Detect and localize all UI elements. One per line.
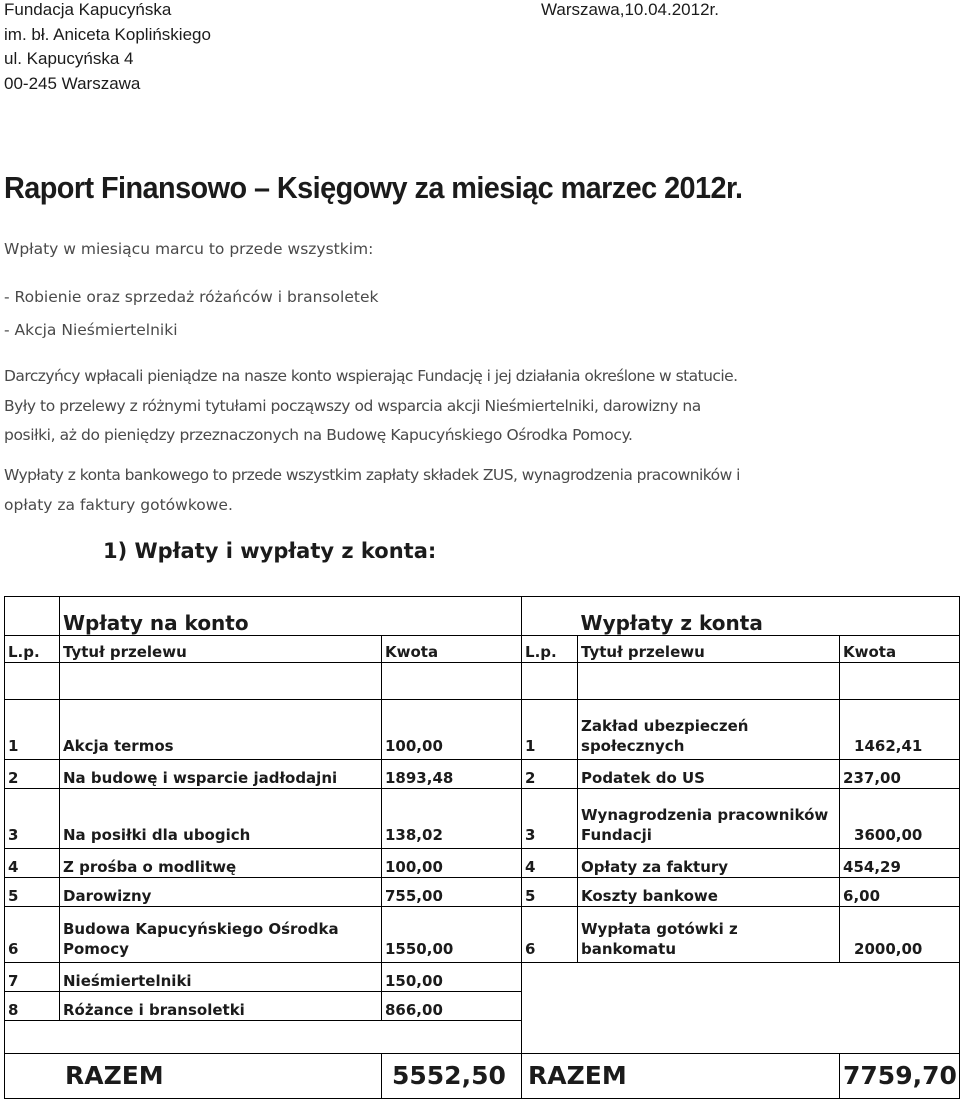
organization-street: ul. Kapucyńska 4 xyxy=(4,49,134,68)
row-lp-out: 6 xyxy=(522,907,578,963)
row-lp-in: 6 xyxy=(5,907,60,963)
paragraph-2-line-2: opłaty za faktury gotówkowe. xyxy=(4,496,233,514)
table-spacer-row xyxy=(5,1021,960,1054)
column-title-out: Tytuł przelewu xyxy=(578,636,840,663)
row-title-in: Darowizny xyxy=(60,878,382,907)
table-row xyxy=(5,789,960,849)
row-lp-out xyxy=(522,963,578,992)
row-lp-out: 3 xyxy=(522,789,578,849)
row-lp-in: 1 xyxy=(5,700,60,760)
table-column-header xyxy=(5,636,960,663)
row-title-in: Budowa Kapucyńskiego Ośrodka Pomocy xyxy=(60,907,382,963)
row-amount-in: 1550,00 xyxy=(382,907,522,963)
column-lp-out: L.p. xyxy=(522,636,578,663)
row-lp-in: 7 xyxy=(5,963,60,992)
row-amount-in: 100,00 xyxy=(382,849,522,878)
row-lp-out: 5 xyxy=(522,878,578,907)
row-title-out: Podatek do US xyxy=(578,760,840,789)
organization-name: Fundacja Kapucyńska xyxy=(4,0,172,19)
table-row xyxy=(5,878,960,907)
row-amount-out: 454,29 xyxy=(840,849,960,878)
row-title-out: Opłaty za faktury xyxy=(578,849,840,878)
intro-line: Wpłaty w miesiącu marcu to przede wszystkim: xyxy=(4,240,374,258)
row-title-out: Wypłata gotówki z bankomatu xyxy=(578,907,840,963)
column-amount-out: Kwota xyxy=(840,636,960,663)
table-row xyxy=(5,849,960,878)
total-amount-in: 5552,50 xyxy=(382,1054,522,1099)
row-amount-out: 6,00 xyxy=(840,878,960,907)
row-lp-out xyxy=(522,992,578,1021)
total-label-in: RAZEM xyxy=(5,1054,382,1099)
row-amount-out: 237,00 xyxy=(840,760,960,789)
table-group-header xyxy=(5,597,960,636)
table-row xyxy=(5,963,960,992)
row-amount-out: 1462,41 xyxy=(840,700,960,760)
outgoing-header: Wypłaty z konta xyxy=(578,597,960,636)
column-amount-in: Kwota xyxy=(382,636,522,663)
organization-city: 00-245 Warszawa xyxy=(4,73,141,93)
row-amount-in: 100,00 xyxy=(382,700,522,760)
row-amount-in: 150,00 xyxy=(382,963,522,992)
incoming-header: Wpłaty na konto xyxy=(60,597,522,636)
section-heading: 1) Wpłaty i wypłaty z konta: xyxy=(103,539,437,563)
row-title-out: Zakład ubezpieczeń społecznych xyxy=(578,700,840,760)
row-lp-in: 3 xyxy=(5,789,60,849)
paragraph-1-line-1: Darczyńcy wpłacali pieniądze na nasze konto wspierając Fundację i jej działania określone w statucie. xyxy=(4,367,738,385)
row-title-in: Różance i bransoletki xyxy=(60,992,382,1021)
total-amount-out: 7759,70 xyxy=(840,1054,960,1099)
row-title-out: Koszty bankowe xyxy=(578,878,840,907)
table-row xyxy=(5,700,960,760)
row-title-out: Wynagrodzenia pracowników Fundacji xyxy=(578,789,840,849)
organization-patron: im. bł. Aniceta Koplińskiego xyxy=(4,24,211,44)
row-title-out xyxy=(578,992,840,1021)
row-lp-in: 2 xyxy=(5,760,60,789)
table-row xyxy=(5,907,960,963)
row-amount-in: 755,00 xyxy=(382,878,522,907)
row-amount-in: 138,02 xyxy=(382,789,522,849)
document-date: Warszawa,10.04.2012r. xyxy=(541,0,719,19)
row-amount-out xyxy=(840,963,960,992)
paragraph-1-line-2: Były to przelewy z różnymi tytułami począwszy od wsparcia akcji Nieśmiertelniki, darowizny na xyxy=(4,397,701,415)
paragraph-1-line-3: posiłki, aż do pieniędzy przeznaczonych na Budowę Kapucyńskiego Ośrodka Pomocy. xyxy=(4,426,633,444)
row-amount-out xyxy=(840,992,960,1021)
row-title-in: Z prośba o modlitwę xyxy=(60,849,382,878)
row-title-in: Na posiłki dla ubogich xyxy=(60,789,382,849)
row-lp-in: 8 xyxy=(5,992,60,1021)
paragraph-2-line-1: Wypłaty z konta bankowego to przede wszystkim zapłaty składek ZUS, wynagrodzenia pracowników i xyxy=(4,466,740,484)
column-title-in: Tytuł przelewu xyxy=(60,636,382,663)
table-row xyxy=(5,760,960,789)
row-lp-out: 1 xyxy=(522,700,578,760)
column-lp-in: L.p. xyxy=(5,636,60,663)
row-amount-out: 2000,00 xyxy=(840,907,960,963)
table-spacer-row xyxy=(5,663,960,700)
row-lp-in: 4 xyxy=(5,849,60,878)
finance-table xyxy=(4,596,960,1099)
row-title-in: Nieśmiertelniki xyxy=(60,963,382,992)
table-total-row xyxy=(5,1054,960,1099)
row-title-out xyxy=(578,963,840,992)
total-label-out: RAZEM xyxy=(522,1054,840,1099)
row-lp-out: 4 xyxy=(522,849,578,878)
row-lp-in: 5 xyxy=(5,878,60,907)
row-title-in: Akcja termos xyxy=(60,700,382,760)
row-title-in: Na budowę i wsparcie jadłodajni xyxy=(60,760,382,789)
row-amount-in: 866,00 xyxy=(382,992,522,1021)
row-amount-in: 1893,48 xyxy=(382,760,522,789)
row-amount-out: 3600,00 xyxy=(840,789,960,849)
table-row xyxy=(5,992,960,1021)
row-lp-out: 2 xyxy=(522,760,578,789)
intro-bullet-2: - Akcja Nieśmiertelniki xyxy=(4,321,178,339)
intro-bullet-1: - Robienie oraz sprzedaż różańców i bransoletek xyxy=(4,288,379,306)
report-title: Raport Finansowo – Księgowy za miesiąc marzec 2012r. xyxy=(4,170,743,205)
